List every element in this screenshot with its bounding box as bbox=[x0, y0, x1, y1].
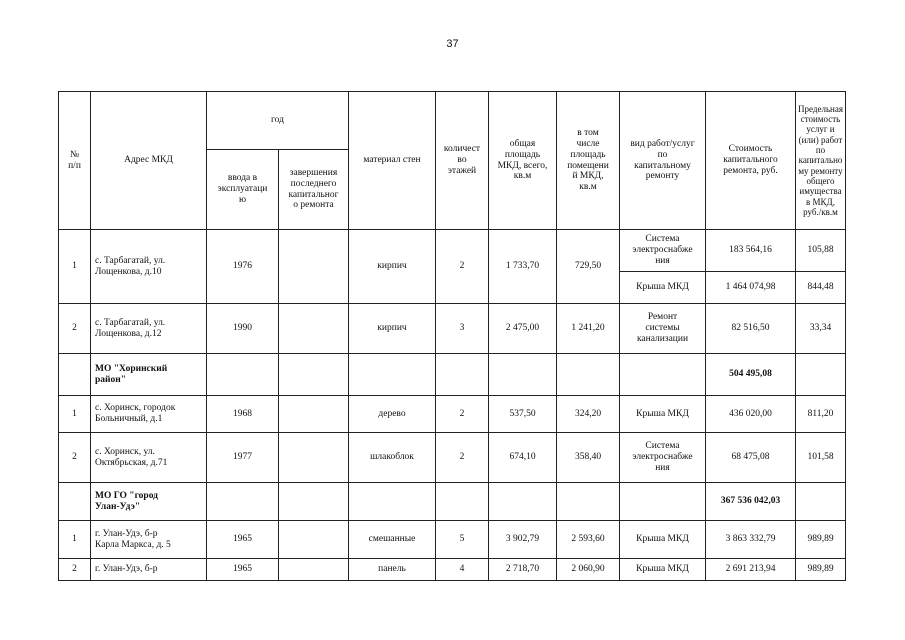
cell-work-type: Крыша МКД bbox=[620, 272, 706, 304]
cell-total-area: 1 733,70 bbox=[489, 230, 557, 304]
cell-address: с. Тарбагатай, ул. Лощенкова, д.10 bbox=[91, 230, 207, 304]
cell-year: 1965 bbox=[207, 559, 279, 581]
cell-work-type: Система электроснабже ния bbox=[620, 433, 706, 483]
cell-num: 2 bbox=[59, 304, 91, 354]
cell-empty bbox=[796, 483, 846, 521]
cell-total-area: 2 475,00 bbox=[489, 304, 557, 354]
header-max-cost: Предельная стоимость услуг и (или) работ по капитально му ремонту общего имущества в МКД, руб./кв.м bbox=[796, 92, 846, 230]
cell-floors: 3 bbox=[436, 304, 489, 354]
table-row bbox=[59, 230, 846, 272]
cell-empty bbox=[557, 354, 620, 396]
group-row-ulan-ude bbox=[59, 483, 846, 521]
cell-max: 105,88 bbox=[796, 230, 846, 272]
header-address: Адрес МКД bbox=[91, 92, 207, 230]
cell-empty bbox=[489, 483, 557, 521]
cell-empty bbox=[349, 354, 436, 396]
table-row bbox=[59, 304, 846, 354]
cell-empty bbox=[557, 483, 620, 521]
cell-total-area: 2 718,70 bbox=[489, 559, 557, 581]
header-year: год bbox=[207, 92, 349, 150]
cell-total-area: 3 902,79 bbox=[489, 521, 557, 559]
header-floors: количест во этажей bbox=[436, 92, 489, 230]
cell-last-repair bbox=[279, 396, 349, 433]
cell-last-repair bbox=[279, 433, 349, 483]
cell-cost: 2 691 213,94 bbox=[706, 559, 796, 581]
table-row bbox=[59, 396, 846, 433]
cell-empty bbox=[489, 354, 557, 396]
table-row bbox=[59, 559, 846, 581]
cell-material: смешанные bbox=[349, 521, 436, 559]
group-total: 367 536 042,03 bbox=[706, 483, 796, 521]
cell-cost: 68 475,08 bbox=[706, 433, 796, 483]
cell-cost: 1 464 074,98 bbox=[706, 272, 796, 304]
cell-address: с. Тарбагатай, ул. Лощенкова, д.12 bbox=[91, 304, 207, 354]
cell-total-area: 674,10 bbox=[489, 433, 557, 483]
cell-num: 2 bbox=[59, 559, 91, 581]
group-name: МО ГО "город Улан-Удэ" bbox=[91, 483, 207, 521]
header-premises-area: в том числе площадь помещени й МКД, кв.м bbox=[557, 92, 620, 230]
cell-cost: 436 020,00 bbox=[706, 396, 796, 433]
table-row bbox=[59, 521, 846, 559]
group-row-khorinsky bbox=[59, 354, 846, 396]
cell-floors: 2 bbox=[436, 433, 489, 483]
header-num: № п/п bbox=[59, 92, 91, 230]
cell-year: 1976 bbox=[207, 230, 279, 304]
cell-empty bbox=[436, 354, 489, 396]
cell-num: 2 bbox=[59, 433, 91, 483]
cell-max: 101,58 bbox=[796, 433, 846, 483]
cell-num: 1 bbox=[59, 396, 91, 433]
cell-year: 1990 bbox=[207, 304, 279, 354]
cell-empty bbox=[279, 354, 349, 396]
cell-premises-area: 2 060,90 bbox=[557, 559, 620, 581]
cell-address: г. Улан-Удэ, б-р Карла Маркса, д. 5 bbox=[91, 521, 207, 559]
cell-premises-area: 729,50 bbox=[557, 230, 620, 304]
cell-last-repair bbox=[279, 521, 349, 559]
header-wall-material: материал стен bbox=[349, 92, 436, 230]
cell-work-type: Крыша МКД bbox=[620, 521, 706, 559]
cell-empty bbox=[279, 483, 349, 521]
header-repair-cost: Стоимость капитального ремонта, руб. bbox=[706, 92, 796, 230]
cell-material: кирпич bbox=[349, 230, 436, 304]
header-year-last-repair: завершения последнего капитальног о ремонта bbox=[279, 150, 349, 230]
cell-address: с. Хоринск, ул. Октябрьская, д.71 bbox=[91, 433, 207, 483]
cell-last-repair bbox=[279, 304, 349, 354]
page-number: 37 bbox=[446, 38, 459, 50]
cell-max: 811,20 bbox=[796, 396, 846, 433]
cell-floors: 2 bbox=[436, 230, 489, 304]
cell-address: с. Хоринск, городок Больничный, д.1 bbox=[91, 396, 207, 433]
cell-max: 989,89 bbox=[796, 521, 846, 559]
cell-total-area: 537,50 bbox=[489, 396, 557, 433]
cell-year: 1968 bbox=[207, 396, 279, 433]
repair-program-table bbox=[58, 91, 846, 581]
cell-premises-area: 1 241,20 bbox=[557, 304, 620, 354]
cell-premises-area: 358,40 bbox=[557, 433, 620, 483]
cell-empty bbox=[620, 483, 706, 521]
cell-material: шлакоблок bbox=[349, 433, 436, 483]
cell-num: 1 bbox=[59, 230, 91, 304]
cell-premises-area: 324,20 bbox=[557, 396, 620, 433]
cell-cost: 3 863 332,79 bbox=[706, 521, 796, 559]
header-work-type: вид работ/услуг по капитальному ремонту bbox=[620, 92, 706, 230]
cell-empty bbox=[620, 354, 706, 396]
cell-cost: 82 516,50 bbox=[706, 304, 796, 354]
cell-material: панель bbox=[349, 559, 436, 581]
table-row bbox=[59, 433, 846, 483]
group-total: 504 495,08 bbox=[706, 354, 796, 396]
cell-max: 844,48 bbox=[796, 272, 846, 304]
cell-empty bbox=[436, 483, 489, 521]
cell-work-type: Крыша МКД bbox=[620, 559, 706, 581]
cell-floors: 4 bbox=[436, 559, 489, 581]
cell-empty bbox=[207, 483, 279, 521]
cell-empty bbox=[796, 354, 846, 396]
cell-max: 989,89 bbox=[796, 559, 846, 581]
cell-work-type: Крыша МКД bbox=[620, 396, 706, 433]
cell-last-repair bbox=[279, 559, 349, 581]
cell-empty bbox=[349, 483, 436, 521]
group-name: МО "Хоринский район" bbox=[91, 354, 207, 396]
cell-last-repair bbox=[279, 230, 349, 304]
cell-empty bbox=[207, 354, 279, 396]
cell-empty bbox=[59, 354, 91, 396]
cell-year: 1977 bbox=[207, 433, 279, 483]
cell-floors: 2 bbox=[436, 396, 489, 433]
cell-work-type: Ремонт системы канализации bbox=[620, 304, 706, 354]
cell-num: 1 bbox=[59, 521, 91, 559]
cell-material: дерево bbox=[349, 396, 436, 433]
cell-premises-area: 2 593,60 bbox=[557, 521, 620, 559]
cell-cost: 183 564,16 bbox=[706, 230, 796, 272]
cell-year: 1965 bbox=[207, 521, 279, 559]
header-total-area: общая площадь МКД, всего, кв.м bbox=[489, 92, 557, 230]
cell-address: г. Улан-Удэ, б-р bbox=[91, 559, 207, 581]
cell-max: 33,34 bbox=[796, 304, 846, 354]
cell-empty bbox=[59, 483, 91, 521]
header-year-commission: ввода в эксплуатаци ю bbox=[207, 150, 279, 230]
cell-work-type: Система электроснабже ния bbox=[620, 230, 706, 272]
cell-material: кирпич bbox=[349, 304, 436, 354]
cell-floors: 5 bbox=[436, 521, 489, 559]
